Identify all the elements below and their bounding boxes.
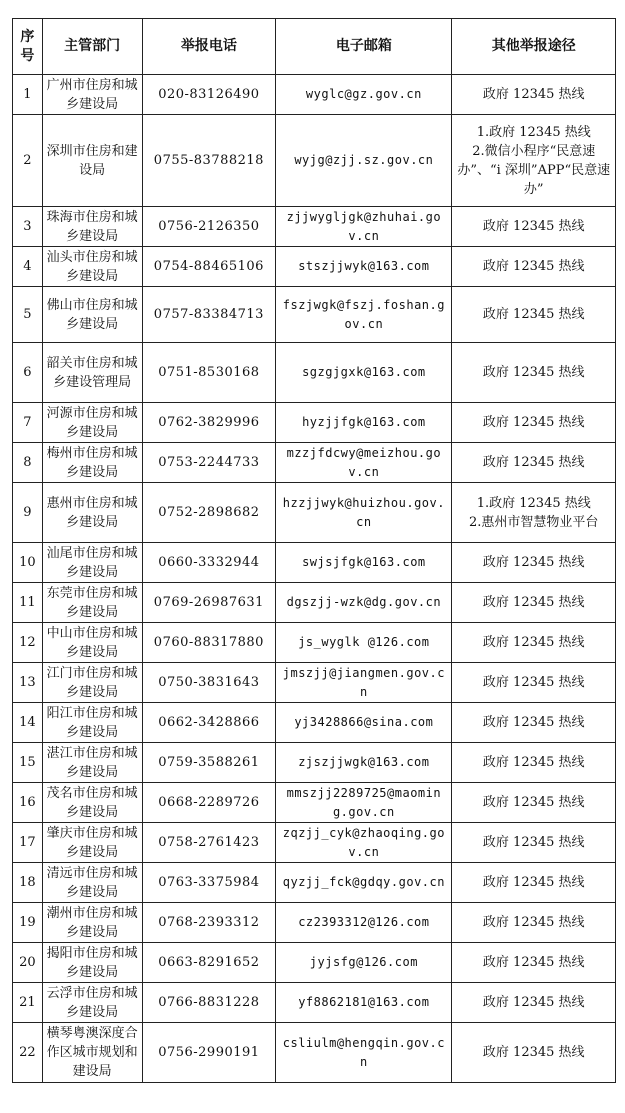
table-row — [13, 623, 616, 663]
table-row — [13, 1023, 616, 1083]
cell-email: mmszjj2289725@maoming.gov.cn — [276, 783, 452, 823]
cell-num: 11 — [13, 583, 43, 623]
cell-email: wyjg@zjj.sz.gov.cn — [276, 115, 452, 207]
table-row — [13, 743, 616, 783]
cell-email: zqzjj_cyk@zhaoqing.gov.cn — [276, 823, 452, 863]
cell-phone: 020-83126490 — [142, 75, 276, 115]
cell-email: fszjwgk@fszj.foshan.gov.cn — [276, 287, 452, 343]
cell-other — [452, 75, 616, 115]
cell-phone: 0752-2898682 — [142, 483, 276, 543]
cell-email: zjjwygljgk@zhuhai.gov.cn — [276, 207, 452, 247]
other-channel-line: 政府 12345 热线 — [482, 635, 585, 650]
cell-other — [452, 247, 616, 287]
cell-other — [452, 483, 616, 543]
cell-dept: 佛山市住房和城乡建设局 — [42, 287, 142, 343]
cell-other — [452, 823, 616, 863]
other-channel-line: 政府 12345 热线 — [482, 365, 585, 380]
cell-dept: 清远市住房和城乡建设局 — [42, 863, 142, 903]
cell-num: 3 — [13, 207, 43, 247]
cell-num: 8 — [13, 443, 43, 483]
table-row — [13, 903, 616, 943]
cell-num: 12 — [13, 623, 43, 663]
cell-dept: 中山市住房和城乡建设局 — [42, 623, 142, 663]
cell-dept: 韶关市住房和城乡建设管理局 — [42, 343, 142, 403]
cell-email: jyjsfg@126.com — [276, 943, 452, 983]
other-channel-line: 1.政府 12345 热线 — [476, 495, 591, 511]
cell-phone: 0756-2126350 — [142, 207, 276, 247]
cell-email: yf8862181@163.com — [276, 983, 452, 1023]
cell-num: 10 — [13, 543, 43, 583]
cell-num: 22 — [13, 1023, 43, 1083]
cell-email: hzzjjwyk@huizhou.gov.cn — [276, 483, 452, 543]
cell-email: cz2393312@126.com — [276, 903, 452, 943]
cell-num: 6 — [13, 343, 43, 403]
cell-num: 2 — [13, 115, 43, 207]
header-dept: 主管部门 — [42, 19, 142, 75]
other-channel-line: 政府 12345 热线 — [482, 455, 585, 470]
header-phone: 举报电话 — [142, 19, 276, 75]
cell-dept: 东莞市住房和城乡建设局 — [42, 583, 142, 623]
cell-dept: 阳江市住房和城乡建设局 — [42, 703, 142, 743]
table-row — [13, 207, 616, 247]
cell-phone: 0754-88465106 — [142, 247, 276, 287]
cell-other — [452, 703, 616, 743]
cell-num: 14 — [13, 703, 43, 743]
header-email: 电子邮箱 — [276, 19, 452, 75]
cell-num: 18 — [13, 863, 43, 903]
cell-phone: 0668-2289726 — [142, 783, 276, 823]
other-channel-line: 政府 12345 热线 — [482, 955, 585, 970]
cell-phone: 0757-83384713 — [142, 287, 276, 343]
cell-dept: 珠海市住房和城乡建设局 — [42, 207, 142, 247]
other-channel-line: 政府 12345 热线 — [482, 307, 585, 322]
table-row — [13, 287, 616, 343]
other-channel-line: 政府 12345 热线 — [482, 595, 585, 610]
cell-phone: 0660-3332944 — [142, 543, 276, 583]
cell-other — [452, 343, 616, 403]
table-body — [13, 75, 616, 1083]
cell-email: jmszjj@jiangmen.gov.cn — [276, 663, 452, 703]
other-channel-line: 2.微信小程序“民意速办”、“i 深圳”APP“民意速办” — [457, 143, 611, 197]
cell-email: js_wyglk @126.com — [276, 623, 452, 663]
table-row — [13, 663, 616, 703]
cell-num: 4 — [13, 247, 43, 287]
cell-phone: 0756-2990191 — [142, 1023, 276, 1083]
cell-phone: 0750-3831643 — [142, 663, 276, 703]
cell-dept: 潮州市住房和城乡建设局 — [42, 903, 142, 943]
cell-other — [452, 543, 616, 583]
header-other: 其他举报途径 — [452, 19, 616, 75]
cell-phone: 0768-2393312 — [142, 903, 276, 943]
table-row — [13, 403, 616, 443]
cell-email: qyzjj_fck@gdqy.gov.cn — [276, 863, 452, 903]
cell-phone: 0763-3375984 — [142, 863, 276, 903]
cell-phone: 0766-8831228 — [142, 983, 276, 1023]
header-row — [13, 19, 616, 75]
cell-other — [452, 743, 616, 783]
cell-phone: 0762-3829996 — [142, 403, 276, 443]
cell-dept: 广州市住房和城乡建设局 — [42, 75, 142, 115]
cell-other — [452, 903, 616, 943]
cell-dept: 惠州市住房和城乡建设局 — [42, 483, 142, 543]
table-row — [13, 543, 616, 583]
cell-other — [452, 287, 616, 343]
cell-dept: 肇庆市住房和城乡建设局 — [42, 823, 142, 863]
table-row — [13, 75, 616, 115]
cell-dept: 深圳市住房和建设局 — [42, 115, 142, 207]
cell-email: wyglc@gz.gov.cn — [276, 75, 452, 115]
cell-other — [452, 115, 616, 207]
cell-dept: 横琴粤澳深度合作区城市规划和建设局 — [42, 1023, 142, 1083]
cell-dept: 云浮市住房和城乡建设局 — [42, 983, 142, 1023]
other-channel-line: 政府 12345 热线 — [482, 1045, 585, 1060]
cell-num: 9 — [13, 483, 43, 543]
cell-phone: 0753-2244733 — [142, 443, 276, 483]
cell-num: 5 — [13, 287, 43, 343]
cell-other — [452, 1023, 616, 1083]
table-row — [13, 343, 616, 403]
table-row — [13, 703, 616, 743]
other-channel-line: 政府 12345 热线 — [482, 415, 585, 430]
cell-phone: 0662-3428866 — [142, 703, 276, 743]
table-row — [13, 783, 616, 823]
cell-phone: 0663-8291652 — [142, 943, 276, 983]
cell-email: zjszjjwgk@163.com — [276, 743, 452, 783]
header-num: 序号 — [13, 19, 43, 75]
other-channel-line: 政府 12345 热线 — [482, 835, 585, 850]
other-channel-line: 政府 12345 热线 — [482, 915, 585, 930]
cell-email: swjsjfgk@163.com — [276, 543, 452, 583]
cell-dept: 江门市住房和城乡建设局 — [42, 663, 142, 703]
cell-other — [452, 783, 616, 823]
cell-other — [452, 943, 616, 983]
cell-num: 15 — [13, 743, 43, 783]
cell-dept: 汕头市住房和城乡建设局 — [42, 247, 142, 287]
other-channel-line: 政府 12345 热线 — [482, 555, 585, 570]
cell-num: 17 — [13, 823, 43, 863]
other-channel-line: 政府 12345 热线 — [482, 219, 585, 234]
cell-other — [452, 207, 616, 247]
other-channel-line: 政府 12345 热线 — [482, 715, 585, 730]
cell-num: 16 — [13, 783, 43, 823]
cell-other — [452, 663, 616, 703]
cell-phone: 0759-3588261 — [142, 743, 276, 783]
table-row — [13, 483, 616, 543]
table-row — [13, 583, 616, 623]
cell-email: yj3428866@sina.com — [276, 703, 452, 743]
cell-email: stszjjwyk@163.com — [276, 247, 452, 287]
other-channel-line: 政府 12345 热线 — [482, 87, 585, 102]
cell-email: hyzjjfgk@163.com — [276, 403, 452, 443]
cell-email: csliulm@hengqin.gov.cn — [276, 1023, 452, 1083]
cell-email: dgszjj-wzk@dg.gov.cn — [276, 583, 452, 623]
cell-other — [452, 623, 616, 663]
cell-phone: 0769-26987631 — [142, 583, 276, 623]
table-row — [13, 443, 616, 483]
cell-phone: 0760-88317880 — [142, 623, 276, 663]
cell-phone: 0751-8530168 — [142, 343, 276, 403]
cell-other — [452, 863, 616, 903]
cell-dept: 汕尾市住房和城乡建设局 — [42, 543, 142, 583]
other-channel-line: 政府 12345 热线 — [482, 675, 585, 690]
cell-dept: 湛江市住房和城乡建设局 — [42, 743, 142, 783]
cell-email: mzzjfdcwy@meizhou.gov.cn — [276, 443, 452, 483]
cell-num: 19 — [13, 903, 43, 943]
other-channel-line: 政府 12345 热线 — [482, 995, 585, 1010]
other-channel-line: 政府 12345 热线 — [482, 755, 585, 770]
cell-other — [452, 443, 616, 483]
cell-num: 21 — [13, 983, 43, 1023]
cell-num: 7 — [13, 403, 43, 443]
table-row — [13, 823, 616, 863]
cell-num: 13 — [13, 663, 43, 703]
cell-other — [452, 983, 616, 1023]
cell-dept: 茂名市住房和城乡建设局 — [42, 783, 142, 823]
other-channel-line: 政府 12345 热线 — [482, 259, 585, 274]
table-row — [13, 943, 616, 983]
table-row — [13, 983, 616, 1023]
table-row — [13, 115, 616, 207]
cell-dept: 河源市住房和城乡建设局 — [42, 403, 142, 443]
other-channel-line: 政府 12345 热线 — [482, 875, 585, 890]
report-contacts-table — [12, 18, 616, 1083]
cell-num: 1 — [13, 75, 43, 115]
cell-dept: 揭阳市住房和城乡建设局 — [42, 943, 142, 983]
cell-num: 20 — [13, 943, 43, 983]
cell-other — [452, 403, 616, 443]
cell-phone: 0755-83788218 — [142, 115, 276, 207]
table-row — [13, 863, 616, 903]
other-channel-line: 政府 12345 热线 — [482, 795, 585, 810]
table-row — [13, 247, 616, 287]
cell-email: sgzgjgxk@163.com — [276, 343, 452, 403]
other-channel-line: 2.惠州市智慧物业平台 — [469, 514, 599, 530]
cell-dept: 梅州市住房和城乡建设局 — [42, 443, 142, 483]
cell-phone: 0758-2761423 — [142, 823, 276, 863]
cell-other — [452, 583, 616, 623]
other-channel-line: 1.政府 12345 热线 — [476, 124, 591, 140]
